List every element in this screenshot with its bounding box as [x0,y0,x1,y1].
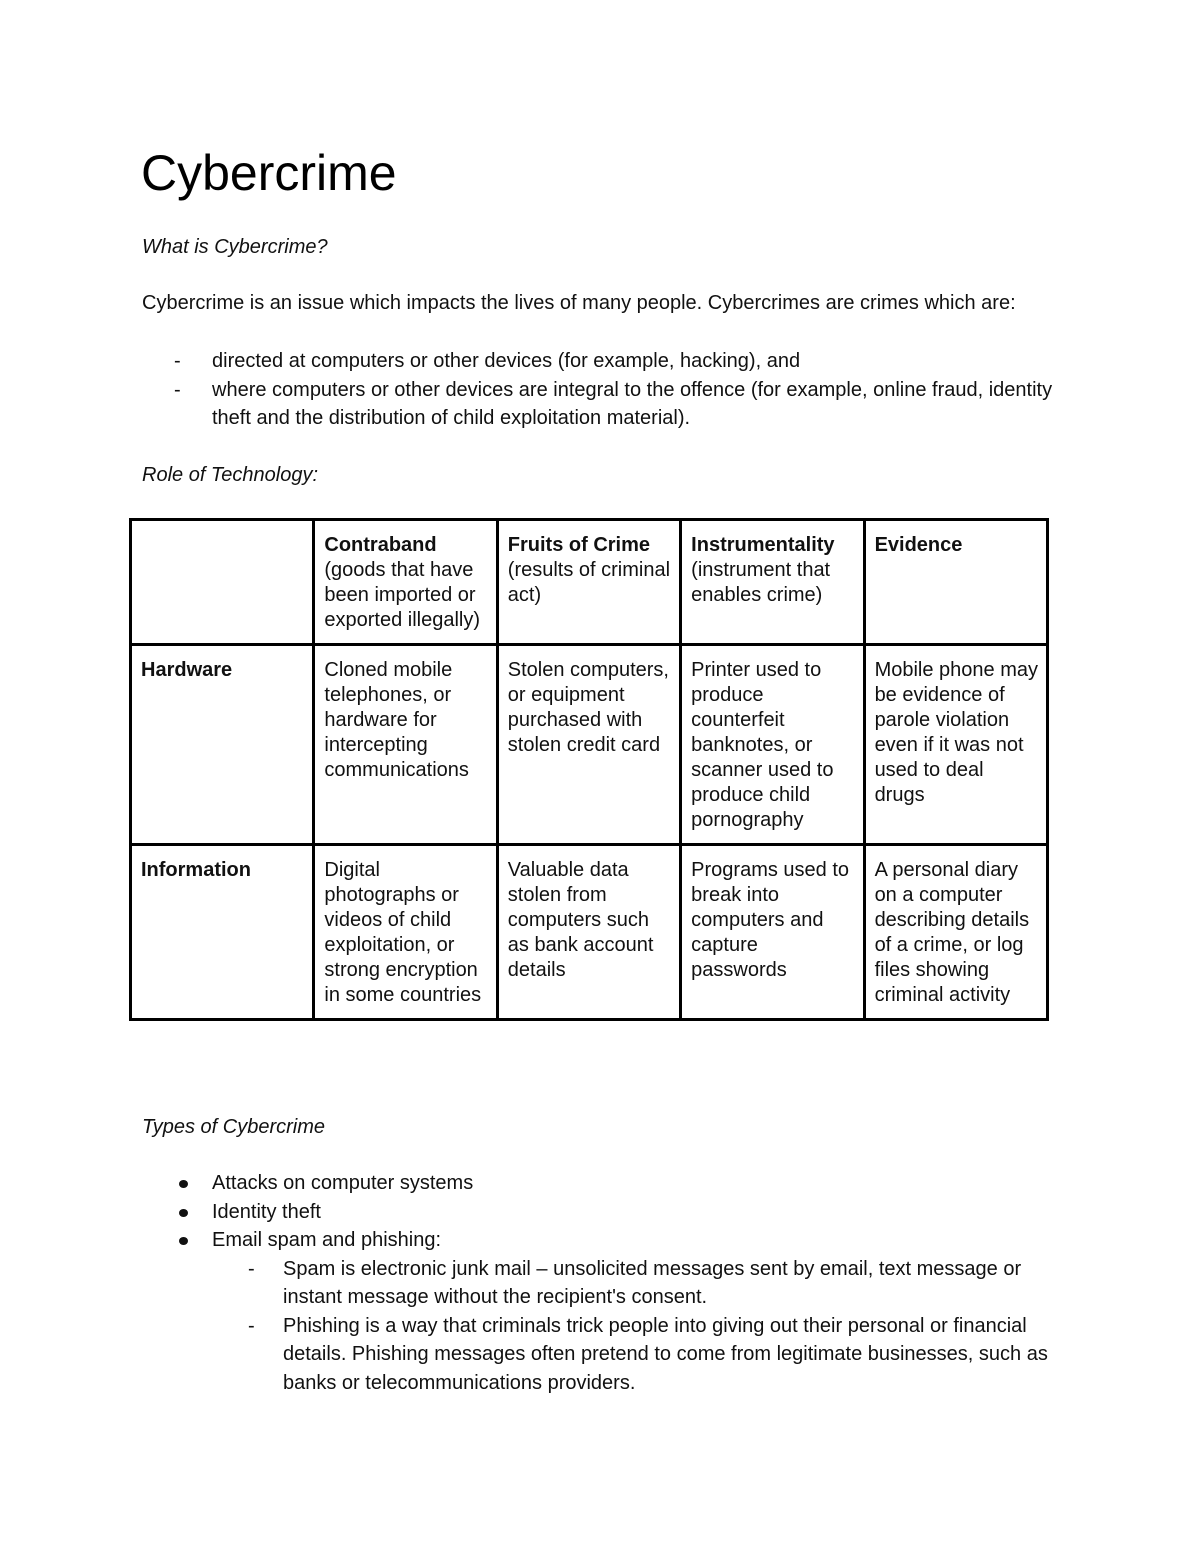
list-item [142,1198,1072,1227]
column-description: (results of criminal act) [507,559,671,606]
list-item [142,1169,1072,1198]
intro-paragraph: Cybercrime is an issue which impacts the lives of many people. Cybercrimes are crimes which are: [142,292,1016,314]
list-item-text: directed at computers or other devices (for example, hacking), and [212,350,801,372]
types-heading: Types of Cybercrime [142,1116,326,1138]
column-title: Instrumentality [691,534,835,556]
table-cell: A personal diary on a computer describing details of a crime, or log files showing criminal activity [864,845,1047,1020]
list-item [142,347,1062,376]
column-description: (goods that have been imported or exported illegally) [324,559,481,631]
table-row [131,845,1048,1020]
definition-list [142,347,1062,433]
list-item-text: where computers or other devices are integral to the offence (for example, online fraud, identity theft and the distribution of child exploitation material). [212,378,1053,429]
sub-list-item [212,1312,1072,1398]
table-corner-cell [131,520,314,645]
list-item-text: Identity theft [212,1200,321,1223]
page-title: Cybercrime [141,145,397,201]
table-cell: Programs used to break into computers and capture passwords [681,845,864,1020]
table-cell: Mobile phone may be evidence of parole violation even if it was not used to deal drugs [864,645,1047,845]
table-cell: Printer used to produce counterfeit banknotes, or scanner used to produce child pornography [681,645,864,845]
list-item-text: Attacks on computer systems [212,1172,474,1194]
column-title: Fruits of Crime [507,534,651,556]
table-cell: Stolen computers, or equipment purchased with stolen credit card [497,645,680,845]
row-label-information: Information [131,845,314,1020]
table-header-row [131,520,1048,645]
types-list [142,1169,1072,1397]
column-header-fruits [497,520,680,645]
table-cell: Cloned mobile telephones, or hardware for intercepting communications [314,645,497,845]
table-cell: Digital photographs or videos of child exploitation, or strong encryption in some countries [314,845,497,1020]
email-sub-list [212,1255,1072,1398]
list-item-text: Email spam and phishing: [212,1229,442,1251]
dash-marker: - [248,1314,255,1337]
column-description: (instrument that enables crime) [691,559,831,606]
column-title: Evidence [874,534,963,556]
bullet-icon [179,1237,188,1245]
role-of-technology-table [129,518,1049,1021]
column-header-contraband [314,520,497,645]
bullet-icon [179,1209,188,1217]
role-heading: Role of Technology: [142,464,319,486]
column-title: Contraband [324,534,437,556]
table-cell: Valuable data stolen from computers such as bank account details [497,845,680,1020]
list-item [142,1226,1072,1397]
dash-marker: - [174,350,181,372]
table-row [131,645,1048,845]
sub-list-item [212,1255,1072,1312]
column-header-instrumentality [681,520,864,645]
column-header-evidence [864,520,1047,645]
what-is-heading: What is Cybercrime? [142,236,328,258]
dash-marker: - [248,1257,255,1280]
sub-list-item-text: Phishing is a way that criminals trick people into giving out their personal or financial details. Phishing messages often pretend to come from legitimate businesses, such as banks or telecommunications providers. [283,1314,1048,1394]
row-label-hardware: Hardware [131,645,314,845]
bullet-icon [179,1180,188,1188]
sub-list-item-text: Spam is electronic junk mail – unsolicited messages sent by email, text message or instant message without the recipient's consent. [283,1257,1022,1308]
list-item [142,376,1062,433]
dash-marker: - [174,378,181,401]
